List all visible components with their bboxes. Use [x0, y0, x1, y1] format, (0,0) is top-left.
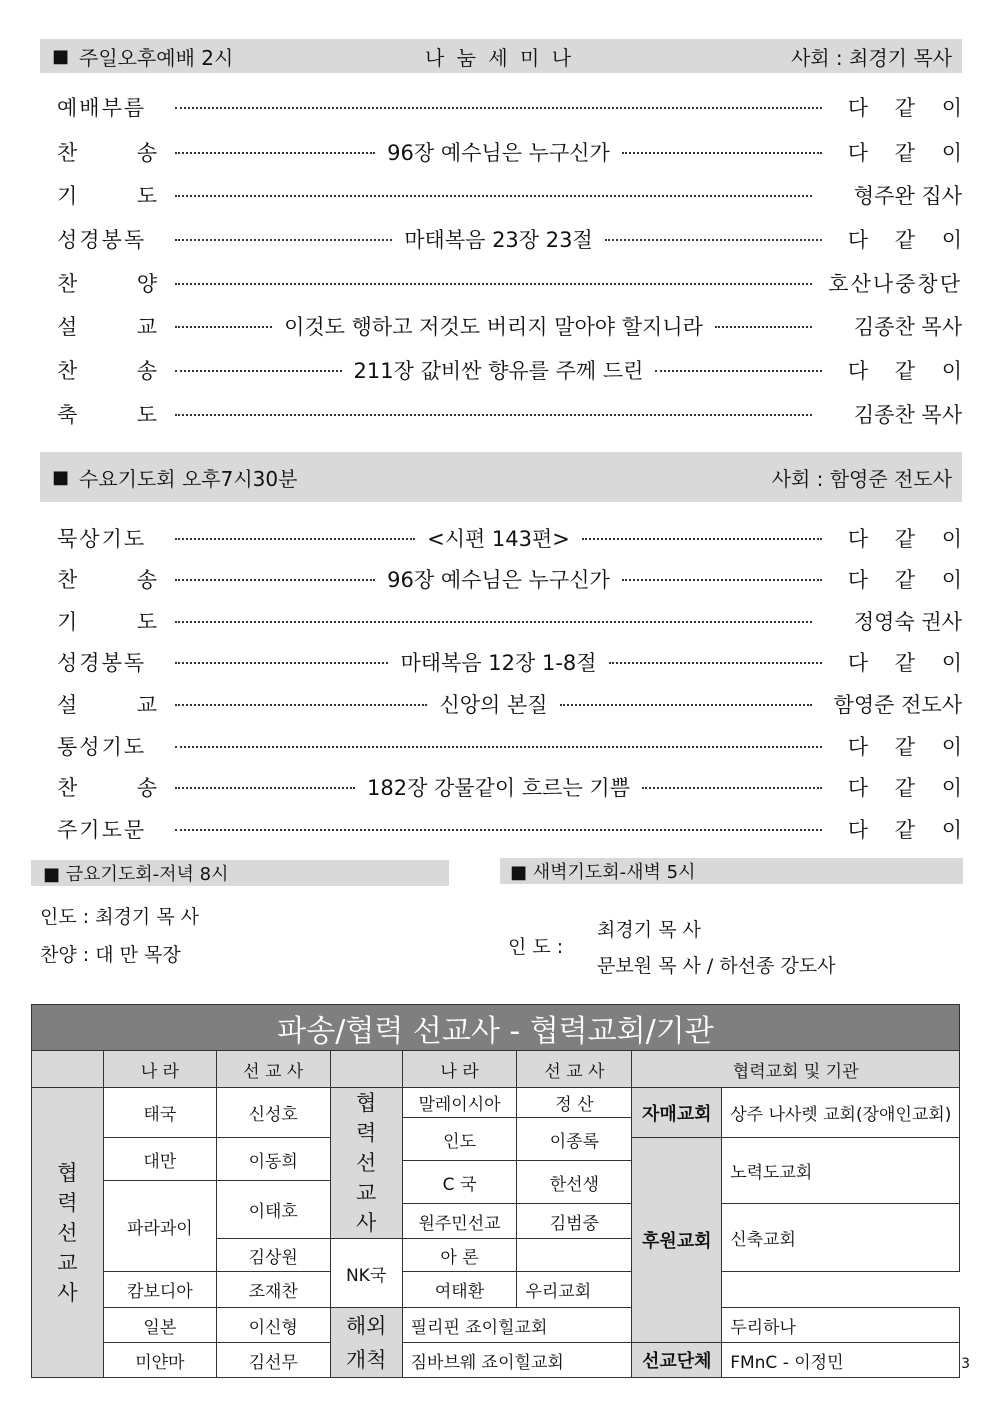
order-leader-line	[175, 772, 822, 802]
order-label: 성경봉독	[57, 228, 147, 252]
order-label: 묵상기도	[57, 527, 147, 551]
wednesday-service-time: 수요기도회 오후7시30분	[79, 466, 298, 491]
support-label: 후원교회	[632, 1138, 722, 1343]
order-detail: 마태복음 23장 23절	[404, 228, 593, 252]
order-row	[57, 177, 962, 213]
dawn-leader-1: 최경기 목 사	[597, 919, 701, 941]
order-row	[57, 221, 972, 257]
order-leader-line	[175, 355, 822, 385]
order-leader: 정영숙 권사	[853, 610, 962, 634]
country-cell: NK국	[330, 1239, 402, 1308]
missionary-cell: 아 론	[402, 1239, 517, 1272]
order-leader-line	[175, 827, 822, 831]
missionary-cell: 이태호	[216, 1181, 330, 1239]
overseas-church: 짐바브웨 죠이힐교회	[402, 1343, 632, 1378]
order-label: 찬 송	[57, 141, 157, 165]
order-leader: 다 같 이	[847, 735, 972, 759]
order-detail: 211장 값비싼 향유를 주께 드린	[353, 359, 644, 383]
support-church: 우리교회	[517, 1272, 632, 1308]
country-cell: 캄보디아	[103, 1272, 216, 1308]
order-row	[57, 561, 972, 597]
missionary-cell: 조재찬	[216, 1272, 330, 1308]
dawn-leader-2: 문보원 목 사 / 하선종 강도사	[597, 955, 836, 977]
order-leader-line	[175, 412, 812, 416]
sunday-service-time: 주일오후예배 2시	[79, 45, 234, 70]
order-leader: 김종찬 목사	[853, 403, 962, 427]
sister-church: 상주 나사렛 교회(장애인교회)	[722, 1088, 960, 1138]
order-label: 설 교	[57, 315, 157, 339]
country-cell: C 국	[402, 1161, 517, 1204]
order-leader: 함영준 전도사	[833, 693, 962, 717]
support-church: 신축교회	[722, 1204, 960, 1272]
header-empty-2	[330, 1051, 402, 1088]
order-label: 주기도문	[57, 818, 147, 842]
order-leader: 다 같 이	[847, 818, 972, 842]
order-label: 찬 송	[57, 568, 157, 592]
order-row	[57, 686, 962, 722]
order-label: 찬 송	[57, 359, 157, 383]
order-detail: 182장 강물같이 흐르는 기쁨	[367, 776, 630, 800]
sunday-host: 사회 : 최경기 목사	[790, 45, 952, 70]
order-leader: 다 같 이	[847, 527, 972, 551]
group-label-left: 협력선교사	[32, 1088, 104, 1378]
order-leader-line	[175, 105, 822, 109]
country-cell: 파라과이	[103, 1181, 216, 1272]
org-label: 선교단체	[632, 1343, 722, 1378]
order-label: 축 도	[57, 403, 157, 427]
missionary-cell: 김선무	[216, 1343, 330, 1378]
order-label: 찬 송	[57, 776, 157, 800]
order-row	[57, 520, 972, 556]
order-row	[57, 769, 972, 805]
order-row	[57, 396, 962, 432]
order-leader: 호산나중창단	[828, 272, 962, 296]
order-leader: 다 같 이	[847, 359, 972, 383]
missions-table	[31, 1050, 960, 1378]
order-row	[57, 308, 962, 344]
order-row	[57, 811, 972, 847]
header-empty-1	[32, 1051, 104, 1088]
order-leader-line	[175, 744, 822, 748]
friday-leader: 인도 : 최경기 목 사	[40, 906, 200, 928]
page-number: 3	[961, 1356, 970, 1372]
missionary-cell: 이신형	[216, 1308, 330, 1343]
country-cell: 말레이시아	[402, 1088, 517, 1118]
order-leader: 다 같 이	[847, 651, 972, 675]
order-leader: 다 같 이	[847, 568, 972, 592]
friday-header: ■ 금요기도회-저녁 8시	[43, 864, 229, 885]
header-country-1: 나 라	[103, 1051, 216, 1088]
order-row	[57, 89, 972, 125]
order-leader: 다 같 이	[847, 776, 972, 800]
country-cell: 미얀마	[103, 1343, 216, 1378]
order-leader-line	[175, 564, 822, 594]
missionary-cell: 이동희	[216, 1138, 330, 1181]
order-detail: 신앙의 본질	[439, 693, 548, 717]
order-leader-line	[175, 523, 822, 553]
order-leader: 다 같 이	[847, 96, 972, 120]
order-row	[57, 265, 962, 301]
dawn-header: ■ 새벽기도회-새벽 5시	[510, 862, 696, 883]
missionary-cell: 이종록	[517, 1118, 632, 1161]
mission-org: FMnC - 이정민	[722, 1343, 960, 1378]
order-leader: 다 같 이	[847, 228, 972, 252]
order-leader-line	[175, 647, 822, 677]
square-bullet: ■	[52, 466, 70, 488]
order-row	[57, 644, 972, 680]
order-leader: 다 같 이	[847, 141, 972, 165]
order-leader-line	[175, 137, 822, 167]
sister-label: 자매교회	[632, 1088, 722, 1138]
missionary-cell: 김상원	[216, 1239, 330, 1272]
order-detail: 96장 예수님은 누구신가	[387, 141, 610, 165]
group-label-mid: 협력선교사	[330, 1088, 402, 1239]
sunday-header-bar	[40, 39, 962, 73]
order-leader-line	[175, 689, 812, 719]
country-cell: 인도	[402, 1118, 517, 1161]
wednesday-host: 사회 : 함영준 전도사	[771, 466, 952, 491]
order-leader: 형주완 집사	[853, 184, 962, 208]
order-leader-line	[175, 281, 812, 285]
dawn-leader-label: 인 도 :	[508, 936, 564, 958]
order-detail: 이것도 행하고 저것도 버리지 말아야 할지니라	[284, 315, 703, 339]
order-row	[57, 134, 972, 170]
order-leader-line	[175, 224, 822, 254]
header-missionary-1: 선 교 사	[216, 1051, 330, 1088]
order-row	[57, 728, 972, 764]
header-country-2: 나 라	[402, 1051, 517, 1088]
order-row	[57, 352, 972, 388]
order-row	[57, 603, 962, 639]
missionary-cell: 여태환	[402, 1272, 517, 1308]
order-leader-line	[175, 193, 812, 197]
order-label: 기 도	[57, 184, 157, 208]
sunday-theme: 나 눔 세 미 나	[425, 45, 575, 70]
order-label: 예배부름	[57, 96, 147, 120]
dawn-header-bar	[500, 858, 963, 884]
missions-title: 파송/협력 선교사 - 협력교회/기관	[31, 1004, 960, 1052]
order-leader-line	[175, 311, 812, 341]
support-church: 두리하나	[722, 1308, 960, 1343]
order-label: 찬 양	[57, 272, 157, 296]
order-label: 기 도	[57, 610, 157, 634]
order-label: 설 교	[57, 693, 157, 717]
country-cell: 태국	[103, 1088, 216, 1138]
order-label: 성경봉독	[57, 651, 147, 675]
overseas-label: 해외개척	[330, 1308, 402, 1378]
order-leader: 김종찬 목사	[853, 315, 962, 339]
friday-praise: 찬양 : 대 만 목장	[40, 944, 181, 966]
square-bullet: ■	[52, 45, 70, 67]
header-missionary-2: 선 교 사	[517, 1051, 632, 1088]
order-label: 통성기도	[57, 735, 147, 759]
country-cell: 일본	[103, 1308, 216, 1343]
missionary-cell: 한선생	[517, 1161, 632, 1204]
wednesday-header-bar	[40, 452, 962, 502]
country-cell: 대만	[103, 1138, 216, 1181]
header-church: 협력교회 및 기관	[632, 1051, 960, 1088]
missionary-cell: 김범중	[517, 1204, 632, 1239]
overseas-church: 필리핀 죠이힐교회	[402, 1308, 632, 1343]
missionary-cell: 신성호	[216, 1088, 330, 1138]
order-leader-line	[175, 619, 812, 623]
friday-header-bar	[31, 860, 449, 886]
order-detail: 96장 예수님은 누구신가	[387, 568, 610, 592]
missionary-cell: 정 산	[517, 1088, 632, 1118]
support-church: 노력도교회	[722, 1138, 960, 1204]
order-detail: 마태복음 12장 1-8절	[400, 651, 597, 675]
order-detail: <시편 143편>	[427, 527, 570, 551]
country-cell: 원주민선교	[402, 1204, 517, 1239]
